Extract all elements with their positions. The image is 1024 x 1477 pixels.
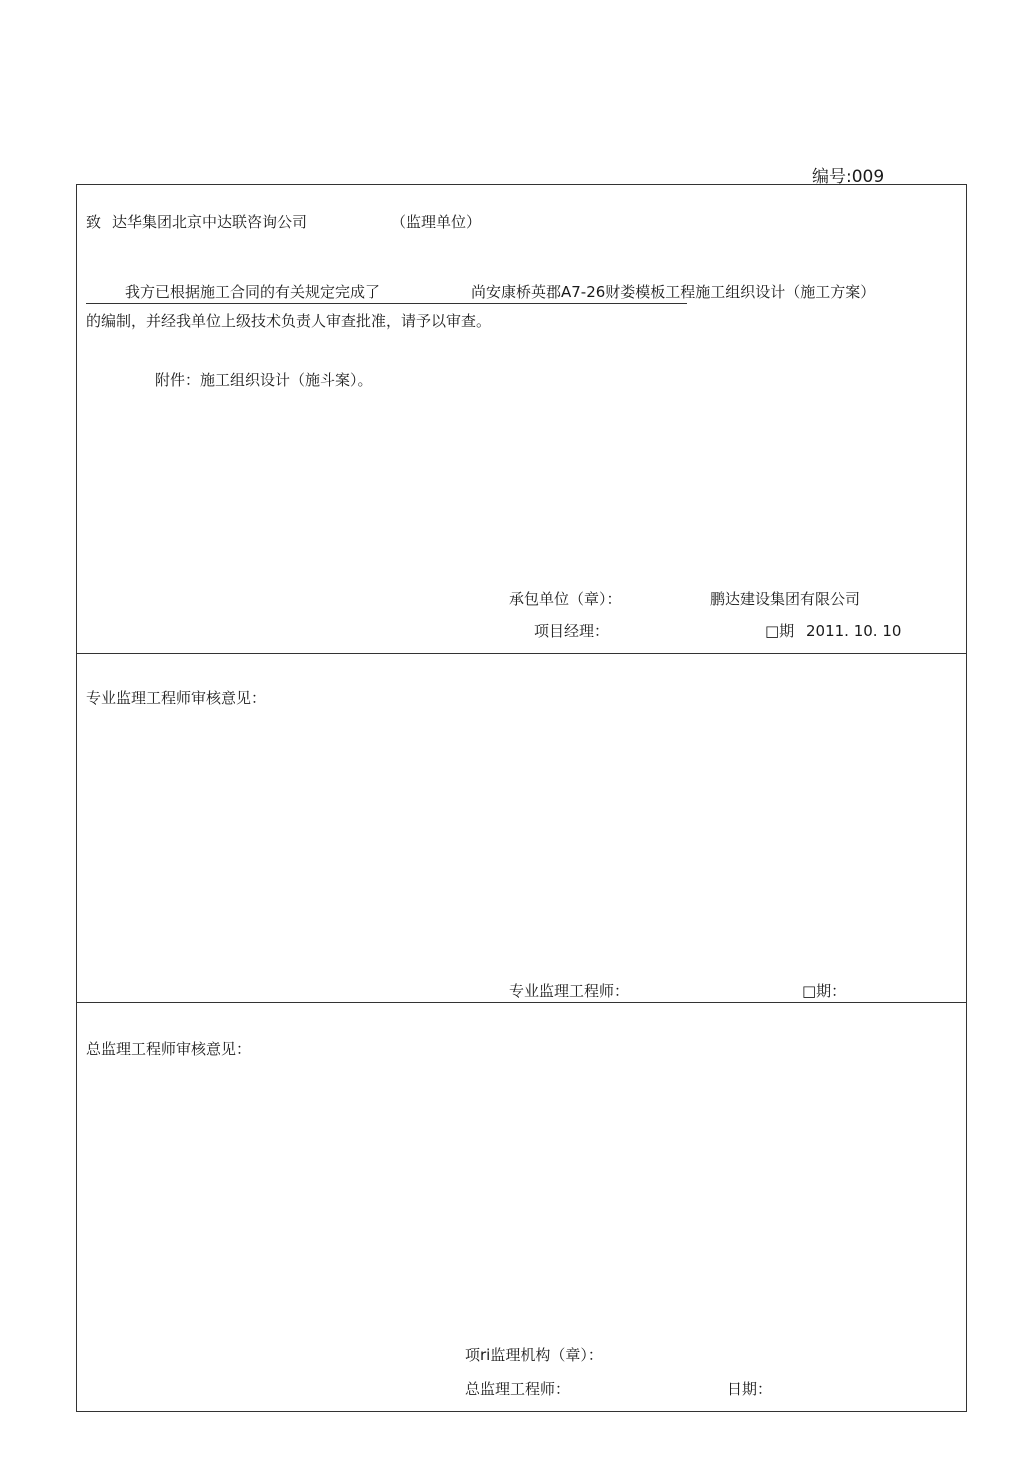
- contractor-label: 承包单位（章）：: [509, 590, 622, 608]
- body-continuation: 的编制，并经我单位上级技术负责人审查批准，请予以审查。: [86, 312, 492, 330]
- recipient-role: （监理单位）: [391, 213, 482, 231]
- engineer-signature-label: 专业监理工程师：: [509, 982, 630, 1000]
- engineer-review-title: 专业监理工程师审核意见：: [86, 689, 267, 707]
- chief-date-label: 日期：: [727, 1380, 773, 1398]
- project-name: 尚安康桥英郡A7-26财娄模板工程施工组织设计（施工方案）: [471, 283, 876, 301]
- supervision-org-label: 项ri监理机构（章）：: [465, 1346, 603, 1364]
- section-divider-2: [76, 1002, 967, 1003]
- date-value: 2011. 10. 10: [806, 622, 902, 640]
- form-border: [76, 184, 967, 1412]
- engineer-date-label: □期：: [802, 982, 847, 1000]
- chief-engineer-label: 总监理工程师：: [465, 1380, 571, 1398]
- recipient-prefix: 致: [86, 213, 102, 231]
- section-divider-1: [76, 653, 967, 654]
- chief-review-title: 总监理工程师审核意见：: [86, 1040, 252, 1058]
- project-manager-label: 项目经理：: [534, 622, 610, 640]
- date-label: □期: [765, 622, 795, 640]
- project-name-underline: [86, 303, 687, 304]
- recipient-company: 达华集团北京中达联咨询公司: [112, 213, 308, 231]
- attachment-note: 附件：施工组织设计（施斗案）。: [155, 371, 373, 389]
- contractor-value: 鹏达建设集团有限公司: [710, 590, 861, 608]
- body-prefix: 我方已根据施工合同的有关规定完成了: [125, 283, 381, 301]
- serial-number: 编号:009: [812, 167, 885, 187]
